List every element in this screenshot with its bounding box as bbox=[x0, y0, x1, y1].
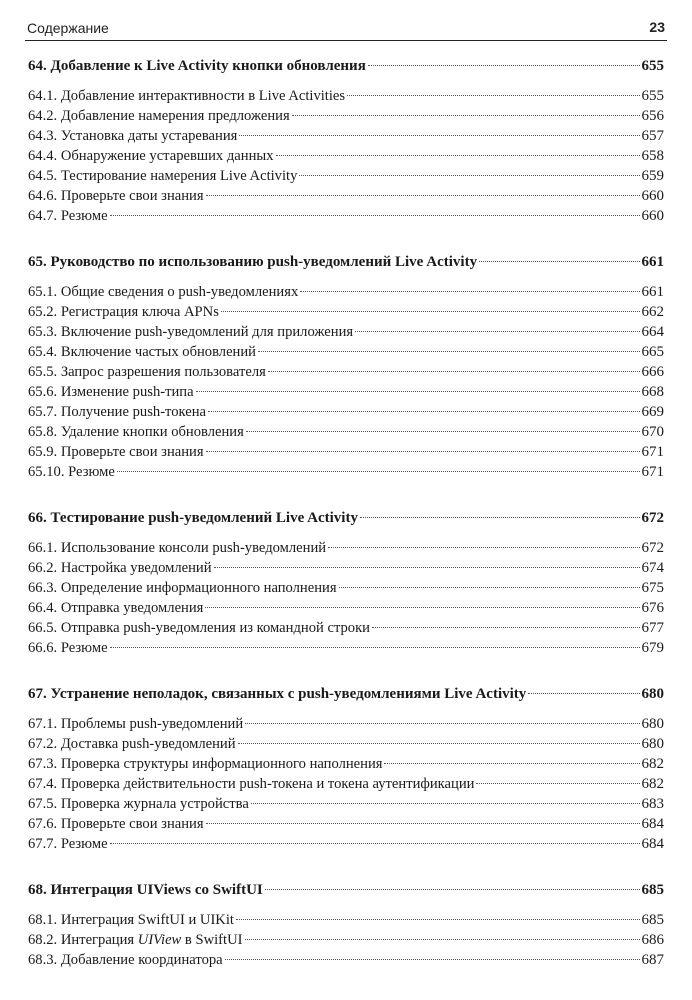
section-entry[interactable] bbox=[28, 834, 664, 854]
dot-leader bbox=[276, 155, 640, 156]
section-entry-page: 655 bbox=[641, 88, 664, 104]
section-entry-title: 67.2. Доставка push-уведомлений bbox=[28, 736, 236, 752]
section-entry-title: 65.9. Проверьте свои знания bbox=[28, 444, 204, 460]
section-entry-page: 676 bbox=[641, 600, 664, 616]
section-entry-title: 66.4. Отправка уведомления bbox=[28, 600, 204, 616]
dot-leader bbox=[328, 547, 639, 548]
chapter-entry[interactable] bbox=[28, 252, 664, 272]
chapter-entry-page: 685 bbox=[641, 882, 664, 898]
dot-leader bbox=[368, 65, 640, 66]
dot-leader bbox=[110, 215, 640, 216]
section-entry-title: 65.5. Запрос разрешения пользователя bbox=[28, 364, 266, 380]
section-entry-title: 65.2. Регистрация ключа APNs bbox=[28, 304, 219, 320]
dot-leader bbox=[206, 195, 640, 196]
section-entry-title: 64.4. Обнаружение устаревших данных bbox=[28, 148, 274, 164]
dot-leader bbox=[384, 763, 639, 764]
section-entry[interactable] bbox=[28, 322, 664, 342]
section-entry[interactable] bbox=[28, 638, 664, 658]
section-entry-page: 682 bbox=[641, 756, 664, 772]
chapter-entry-title: 68. Интеграция UIViews со SwiftUI bbox=[28, 882, 263, 898]
dot-leader bbox=[117, 471, 640, 472]
chapter-entry-title: 64. Добавление к Live Activity кнопки обновления bbox=[28, 58, 366, 74]
running-header bbox=[25, 18, 667, 41]
section-entry-page: 668 bbox=[641, 384, 664, 400]
dot-leader bbox=[239, 135, 639, 136]
section-entry-title: 67.1. Проблемы push-уведомлений bbox=[28, 716, 244, 732]
chapter-entry[interactable] bbox=[28, 508, 664, 528]
section-entry[interactable] bbox=[28, 462, 664, 482]
section-entry-title: 65.3. Включение push-уведомлений для приложения bbox=[28, 324, 354, 340]
section-entry[interactable] bbox=[28, 618, 664, 638]
dot-leader bbox=[110, 647, 640, 648]
dot-leader bbox=[206, 823, 640, 824]
chapter-entry[interactable] bbox=[28, 56, 664, 76]
dot-leader bbox=[476, 783, 639, 784]
section-entry-page: 671 bbox=[641, 444, 664, 460]
dot-leader bbox=[292, 115, 640, 116]
section-entry-title: 64.3. Установка даты устаревания bbox=[28, 128, 238, 144]
section-entry-title: 65.6. Изменение push-типа bbox=[28, 384, 194, 400]
section-entry[interactable] bbox=[28, 774, 664, 794]
section-entry-page: 683 bbox=[641, 796, 664, 812]
section-entry-page: 682 bbox=[641, 776, 664, 792]
section-entry-title: 65.7. Получение push-токена bbox=[28, 404, 207, 420]
chapter-entry-page: 661 bbox=[641, 254, 664, 270]
dot-leader bbox=[339, 587, 640, 588]
section-entry-page: 660 bbox=[641, 208, 664, 224]
dot-leader bbox=[110, 843, 640, 844]
section-entry[interactable] bbox=[28, 558, 664, 578]
section-entry-title: 64.2. Добавление намерения предложения bbox=[28, 108, 290, 124]
dot-leader bbox=[347, 95, 639, 96]
section-entry-title: 67.7. Резюме bbox=[28, 836, 108, 852]
dot-leader bbox=[360, 517, 640, 518]
section-entry-title: 66.1. Использование консоли push-уведомлений bbox=[28, 540, 327, 556]
section-entry-title: 68.3. Добавление координатора bbox=[28, 952, 223, 968]
section-entry[interactable] bbox=[28, 362, 664, 382]
chapter-entry-title: 67. Устранение неполадок, связанных с push-уведомлениями Live Activity bbox=[28, 686, 527, 702]
section-entry-page: 680 bbox=[641, 716, 664, 732]
dot-leader bbox=[268, 371, 640, 372]
header-page-number: 23 bbox=[649, 19, 665, 35]
section-entry[interactable] bbox=[28, 714, 664, 734]
section-entry-page: 680 bbox=[641, 736, 664, 752]
section-entry-page: 679 bbox=[641, 640, 664, 656]
dot-leader bbox=[205, 607, 639, 608]
section-entry-page: 677 bbox=[641, 620, 664, 636]
section-entry[interactable] bbox=[28, 930, 664, 950]
section-entry-title: 64.7. Резюме bbox=[28, 208, 108, 224]
section-entry-title: 65.1. Общие сведения о push-уведомлениях bbox=[28, 284, 299, 300]
section-entry[interactable] bbox=[28, 734, 664, 754]
section-entry-page: 665 bbox=[641, 344, 664, 360]
section-entry-title: 65.4. Включение частых обновлений bbox=[28, 344, 256, 360]
section-entry-title: 64.6. Проверьте свои знания bbox=[28, 188, 204, 204]
header-title: Содержание bbox=[27, 20, 109, 36]
dot-leader bbox=[236, 919, 640, 920]
section-entry-page: 666 bbox=[641, 364, 664, 380]
section-entry-title: 68.2. Интеграция UIView в SwiftUI bbox=[28, 932, 243, 948]
section-entry-page: 671 bbox=[641, 464, 664, 480]
section-entry[interactable] bbox=[28, 166, 664, 186]
section-entry[interactable] bbox=[28, 950, 664, 970]
chapter-block bbox=[28, 880, 664, 970]
section-entry-title: 65.10. Резюме bbox=[28, 464, 115, 480]
section-entry[interactable] bbox=[28, 814, 664, 834]
chapter-entry-page: 672 bbox=[641, 510, 664, 526]
section-entry[interactable] bbox=[28, 382, 664, 402]
dot-leader bbox=[238, 743, 640, 744]
section-entry-title: 66.5. Отправка push-уведомления из командной строки bbox=[28, 620, 370, 636]
dot-leader bbox=[258, 351, 640, 352]
dot-leader bbox=[372, 627, 640, 628]
chapter-entry-page: 680 bbox=[641, 686, 664, 702]
section-entry[interactable] bbox=[28, 342, 664, 362]
section-entry-page: 669 bbox=[641, 404, 664, 420]
section-entry[interactable] bbox=[28, 282, 664, 302]
section-entry-page: 685 bbox=[641, 912, 664, 928]
section-entry[interactable] bbox=[28, 578, 664, 598]
chapter-block bbox=[28, 56, 664, 226]
section-entry-page: 658 bbox=[641, 148, 664, 164]
section-entry-title: 66.2. Настройка уведомлений bbox=[28, 560, 212, 576]
section-entry-title: 66.3. Определение информационного наполнения bbox=[28, 580, 337, 596]
section-entry[interactable] bbox=[28, 598, 664, 618]
section-entry-title: 67.5. Проверка журнала устройства bbox=[28, 796, 249, 812]
section-entry[interactable] bbox=[28, 302, 664, 322]
dot-leader bbox=[355, 331, 639, 332]
section-entry-title: 64.1. Добавление интерактивности в Live Activities bbox=[28, 88, 346, 104]
chapter-block bbox=[28, 252, 664, 482]
section-entry-page: 660 bbox=[641, 188, 664, 204]
section-entry[interactable] bbox=[28, 206, 664, 226]
chapter-entry[interactable] bbox=[28, 880, 664, 900]
section-entry-page: 684 bbox=[641, 816, 664, 832]
section-entry-page: 687 bbox=[641, 952, 664, 968]
section-entry[interactable] bbox=[28, 794, 664, 814]
section-entry[interactable] bbox=[28, 86, 664, 106]
chapter-entry-title: 65. Руководство по использованию push-уведомлений Live Activity bbox=[28, 254, 478, 270]
section-entry[interactable] bbox=[28, 146, 664, 166]
dot-leader bbox=[208, 411, 639, 412]
section-entry[interactable] bbox=[28, 126, 664, 146]
dot-leader bbox=[251, 803, 640, 804]
dot-leader bbox=[225, 959, 640, 960]
section-entry[interactable] bbox=[28, 538, 664, 558]
section-entry-page: 675 bbox=[641, 580, 664, 596]
chapter-block bbox=[28, 508, 664, 658]
section-entry[interactable] bbox=[28, 106, 664, 126]
section-entry-page: 656 bbox=[641, 108, 664, 124]
section-entry-page: 657 bbox=[641, 128, 664, 144]
dot-leader bbox=[245, 939, 640, 940]
section-entry[interactable] bbox=[28, 186, 664, 206]
section-entry-page: 664 bbox=[641, 324, 664, 340]
dot-leader bbox=[246, 431, 640, 432]
table-of-contents bbox=[28, 56, 664, 996]
dot-leader bbox=[300, 291, 639, 292]
chapter-entry-page: 655 bbox=[641, 58, 664, 74]
dot-leader bbox=[196, 391, 640, 392]
section-entry[interactable] bbox=[28, 422, 664, 442]
section-entry-page: 661 bbox=[641, 284, 664, 300]
section-entry[interactable] bbox=[28, 910, 664, 930]
dot-leader bbox=[245, 723, 639, 724]
section-entry-page: 684 bbox=[641, 836, 664, 852]
section-entry-page: 686 bbox=[641, 932, 664, 948]
dot-leader bbox=[221, 311, 640, 312]
chapter-entry-title: 66. Тестирование push-уведомлений Live Activity bbox=[28, 510, 358, 526]
chapter-block bbox=[28, 684, 664, 854]
section-entry[interactable] bbox=[28, 754, 664, 774]
section-entry-title: 67.3. Проверка структуры информационного наполнения bbox=[28, 756, 383, 772]
section-entry-title: 66.6. Резюме bbox=[28, 640, 108, 656]
dot-leader bbox=[528, 693, 639, 694]
section-entry-page: 674 bbox=[641, 560, 664, 576]
section-entry-title: 67.4. Проверка действительности push-токена и токена аутентификации bbox=[28, 776, 475, 792]
section-entry-title: 65.8. Удаление кнопки обновления bbox=[28, 424, 244, 440]
dot-leader bbox=[299, 175, 639, 176]
section-entry[interactable] bbox=[28, 442, 664, 462]
section-entry-page: 662 bbox=[641, 304, 664, 320]
section-entry-page: 672 bbox=[641, 540, 664, 556]
chapter-entry[interactable] bbox=[28, 684, 664, 704]
section-entry-title: 64.5. Тестирование намерения Live Activity bbox=[28, 168, 298, 184]
dot-leader bbox=[265, 889, 640, 890]
section-entry-title: 67.6. Проверьте свои знания bbox=[28, 816, 204, 832]
section-entry-page: 670 bbox=[641, 424, 664, 440]
dot-leader bbox=[206, 451, 640, 452]
section-entry-page: 659 bbox=[641, 168, 664, 184]
section-entry[interactable] bbox=[28, 402, 664, 422]
dot-leader bbox=[214, 567, 640, 568]
dot-leader bbox=[479, 261, 639, 262]
section-entry-title: 68.1. Интеграция SwiftUI и UIKit bbox=[28, 912, 234, 928]
